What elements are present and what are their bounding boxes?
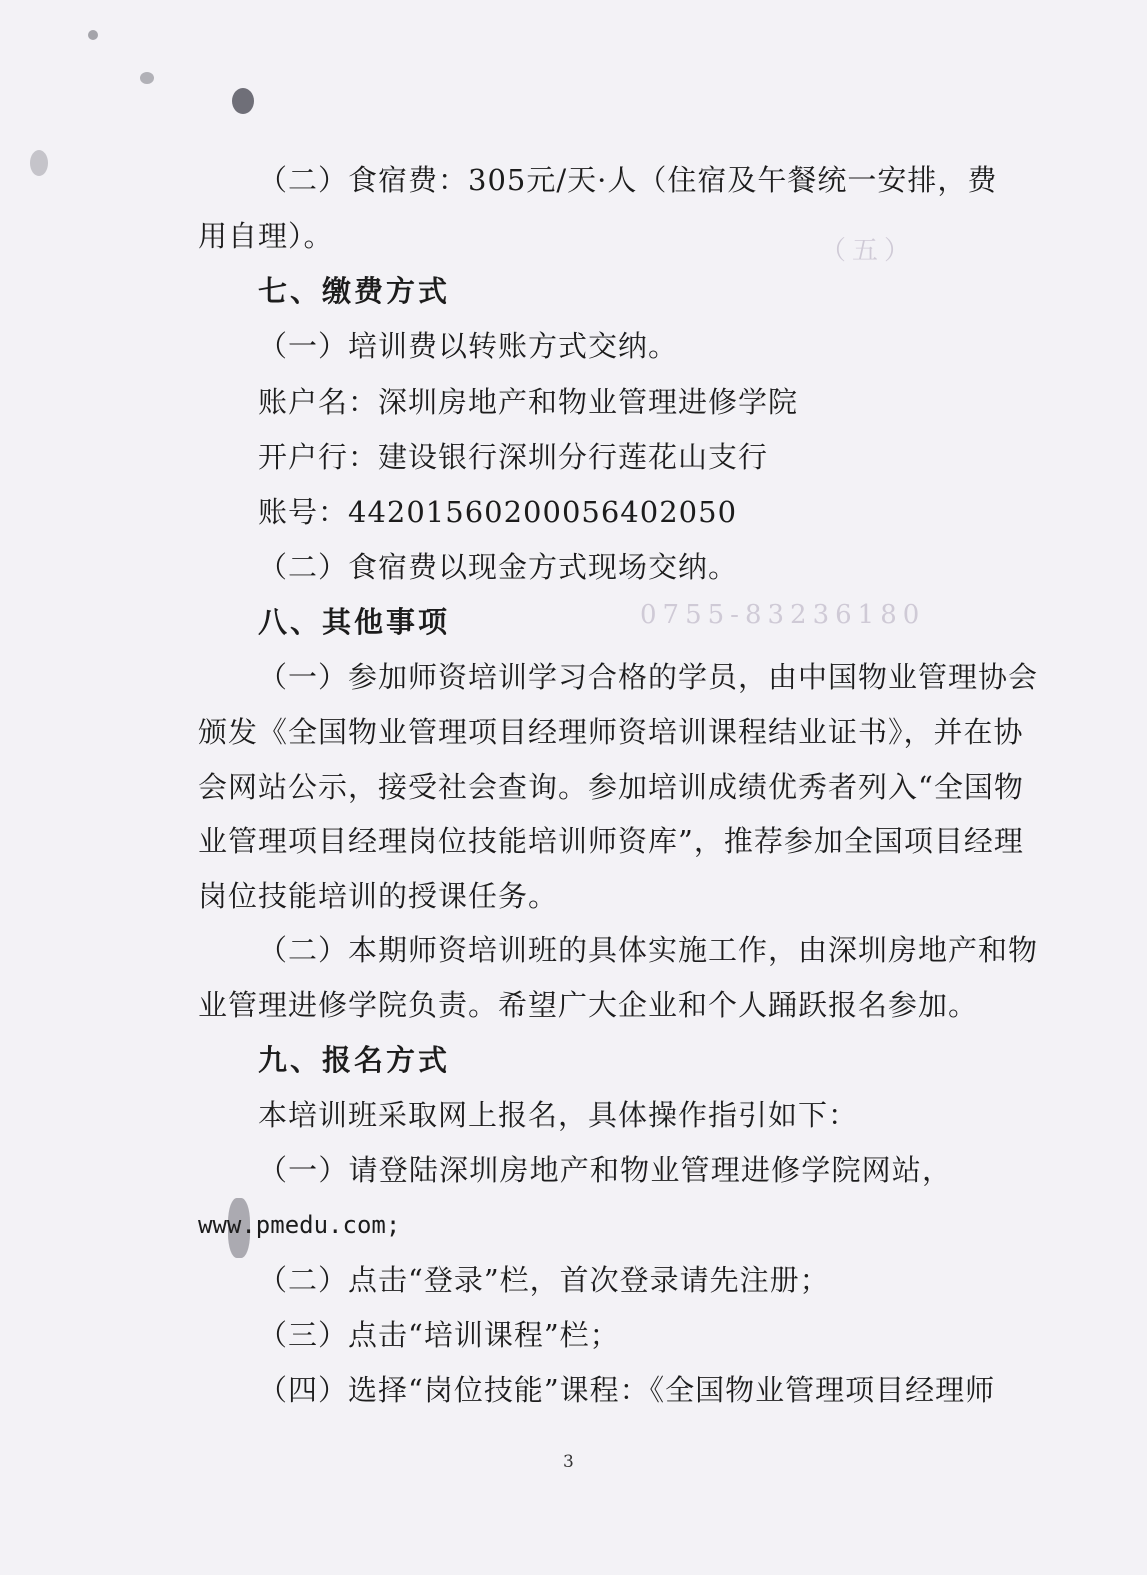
bleed-through-text: （五） <box>820 236 917 266</box>
text-line: （一）请登陆深圳房地产和物业管理进修学院网站， <box>258 1153 952 1187</box>
text-line: 本培训班采取网上报名，具体操作指引如下： <box>258 1098 859 1132</box>
page-number: 3 <box>563 1452 574 1472</box>
scan-stain <box>140 72 154 84</box>
scan-stain <box>30 150 48 176</box>
text-line: 业管理项目经理岗位技能培训师资库”，推荐参加全国项目经理 <box>198 824 1024 858</box>
bleed-through-text: 0755-83236180 <box>640 600 926 630</box>
text-line: 业管理进修学院负责。希望广大企业和个人踊跃报名参加。 <box>198 988 979 1022</box>
text-line: 账号：44201560200056402050 <box>258 495 738 529</box>
text-line: 颁发《全国物业管理项目经理师资培训课程结业证书》，并在协 <box>198 715 1024 749</box>
scan-stain <box>88 30 98 40</box>
text-line: （三）点击“培训课程”栏； <box>258 1318 620 1352</box>
text-line: （一）参加师资培训学习合格的学员，由中国物业管理协会 <box>258 660 1039 694</box>
text-line: （二）本期师资培训班的具体实施工作，由深圳房地产和物 <box>258 933 1039 967</box>
text-line: 岗位技能培训的授课任务。 <box>198 879 559 913</box>
text-line: （一）培训费以转账方式交纳。 <box>258 329 679 363</box>
text-line: 会网站公示，接受社会查询。参加培训成绩优秀者列入“全国物 <box>198 770 1024 804</box>
text-line: （二）点击“登录”栏，首次登录请先注册； <box>258 1263 830 1297</box>
text-line: （二）食宿费以现金方式现场交纳。 <box>258 550 739 584</box>
text-line: 账户名：深圳房地产和物业管理进修学院 <box>258 385 799 419</box>
website-url: www.pmedu.com; <box>198 1211 401 1239</box>
text-line: （四）选择“岗位技能”课程：《全国物业管理项目经理师 <box>258 1373 996 1407</box>
section-heading: 七、缴费方式 <box>258 274 451 308</box>
text-line: （二）食宿费：305元/天·人（住宿及午餐统一安排，费 <box>258 163 998 197</box>
section-heading: 八、其他事项 <box>258 605 451 639</box>
text-line: 用自理）。 <box>198 219 334 253</box>
section-heading: 九、报名方式 <box>258 1043 451 1077</box>
text-line: 开户行：建设银行深圳分行莲花山支行 <box>258 440 769 474</box>
scan-stain <box>232 88 254 114</box>
